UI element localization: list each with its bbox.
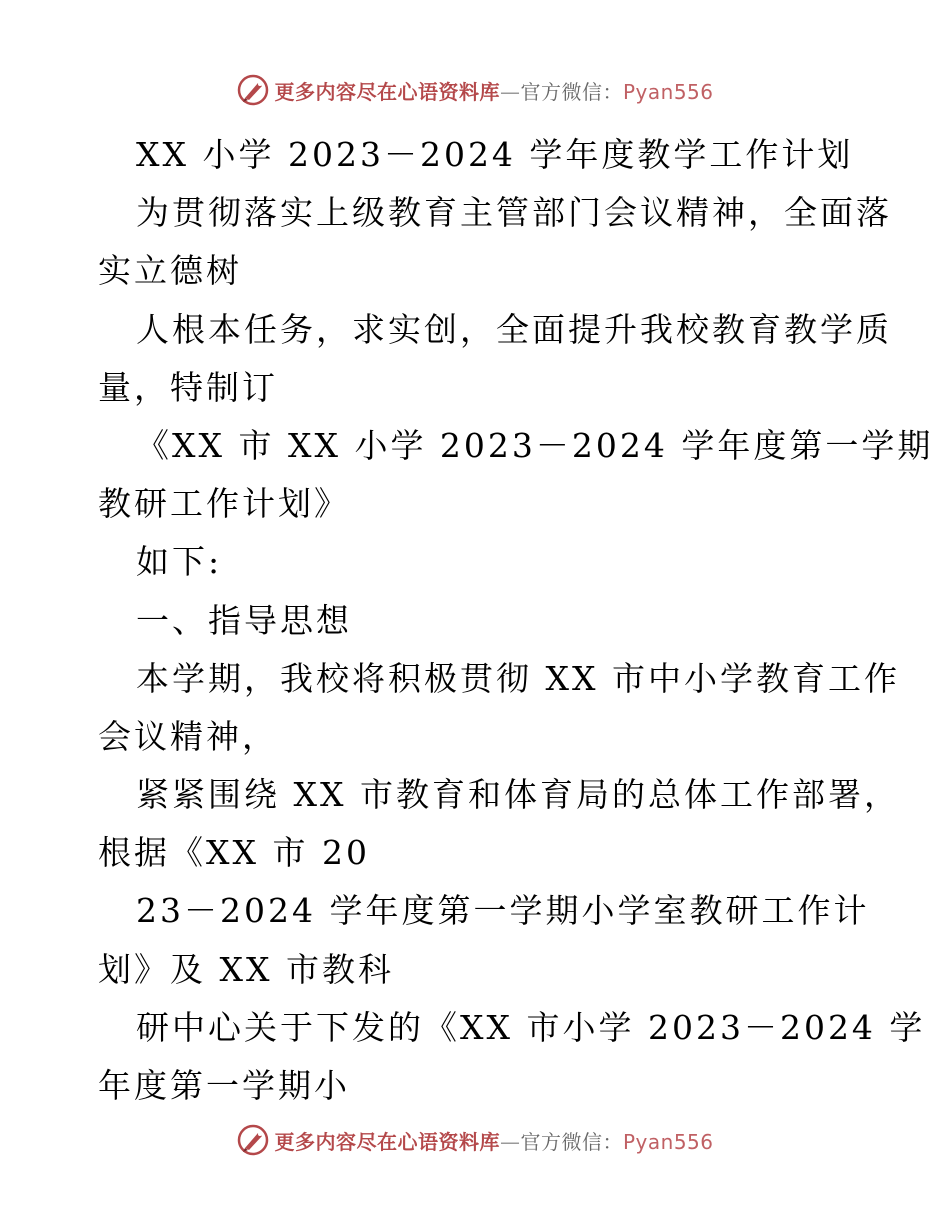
watermark-account: Pyan556 (622, 1129, 714, 1154)
pen-logo-icon (236, 73, 270, 107)
text-line: 实立德树 (98, 251, 242, 291)
watermark-dash: — (499, 79, 521, 104)
text-line: 《XX 市 XX 小学 2023－2024 学年度第一学期 (136, 425, 934, 465)
text-line: 划》及 XX 市教科 (98, 949, 394, 989)
text-line: 根据《XX 市 20 (98, 833, 370, 873)
text-line: 年度第一学期小 (98, 1066, 350, 1105)
text-line: 量，特制订 (98, 367, 278, 407)
footer-watermark (0, 1118, 950, 1162)
watermark-sub-text: 官方微信： (520, 1129, 623, 1154)
text-line: 一、指导思想 (136, 600, 352, 640)
watermark-dash: — (499, 1129, 521, 1154)
text-line: 为贯彻落实上级教育主管部门会议精神，全面落 (136, 193, 892, 233)
pen-logo-icon (236, 1123, 270, 1157)
text-line: 紧紧围绕 XX 市教育和体育局的总体工作部署， (136, 775, 900, 815)
watermark-account: Pyan556 (622, 79, 714, 104)
text-line: 人根本任务，求实创，全面提升我校教育教学质 (136, 309, 892, 349)
text-line: 23－2024 学年度第一学期小学室教研工作计 (136, 891, 870, 931)
text-line: XX 小学 2023－2024 学年度教学工作计划 (136, 135, 854, 174)
watermark-sub-text: 官方微信： (520, 79, 623, 104)
watermark-main-text: 更多内容尽在心语资料库 (274, 1129, 500, 1154)
text-line: 如下: (136, 542, 223, 582)
text-line: 本学期，我校将积极贯彻 XX 市中小学教育工作 (136, 658, 900, 698)
watermark-main-text: 更多内容尽在心语资料库 (274, 79, 500, 104)
text-line: 研中心关于下发的《XX 市小学 2023－2024 学 (136, 1007, 926, 1047)
document-body (98, 126, 934, 1115)
text-line: 会议精神， (98, 716, 278, 756)
header-watermark (0, 68, 950, 112)
text-line: 教研工作计划》 (98, 484, 350, 524)
